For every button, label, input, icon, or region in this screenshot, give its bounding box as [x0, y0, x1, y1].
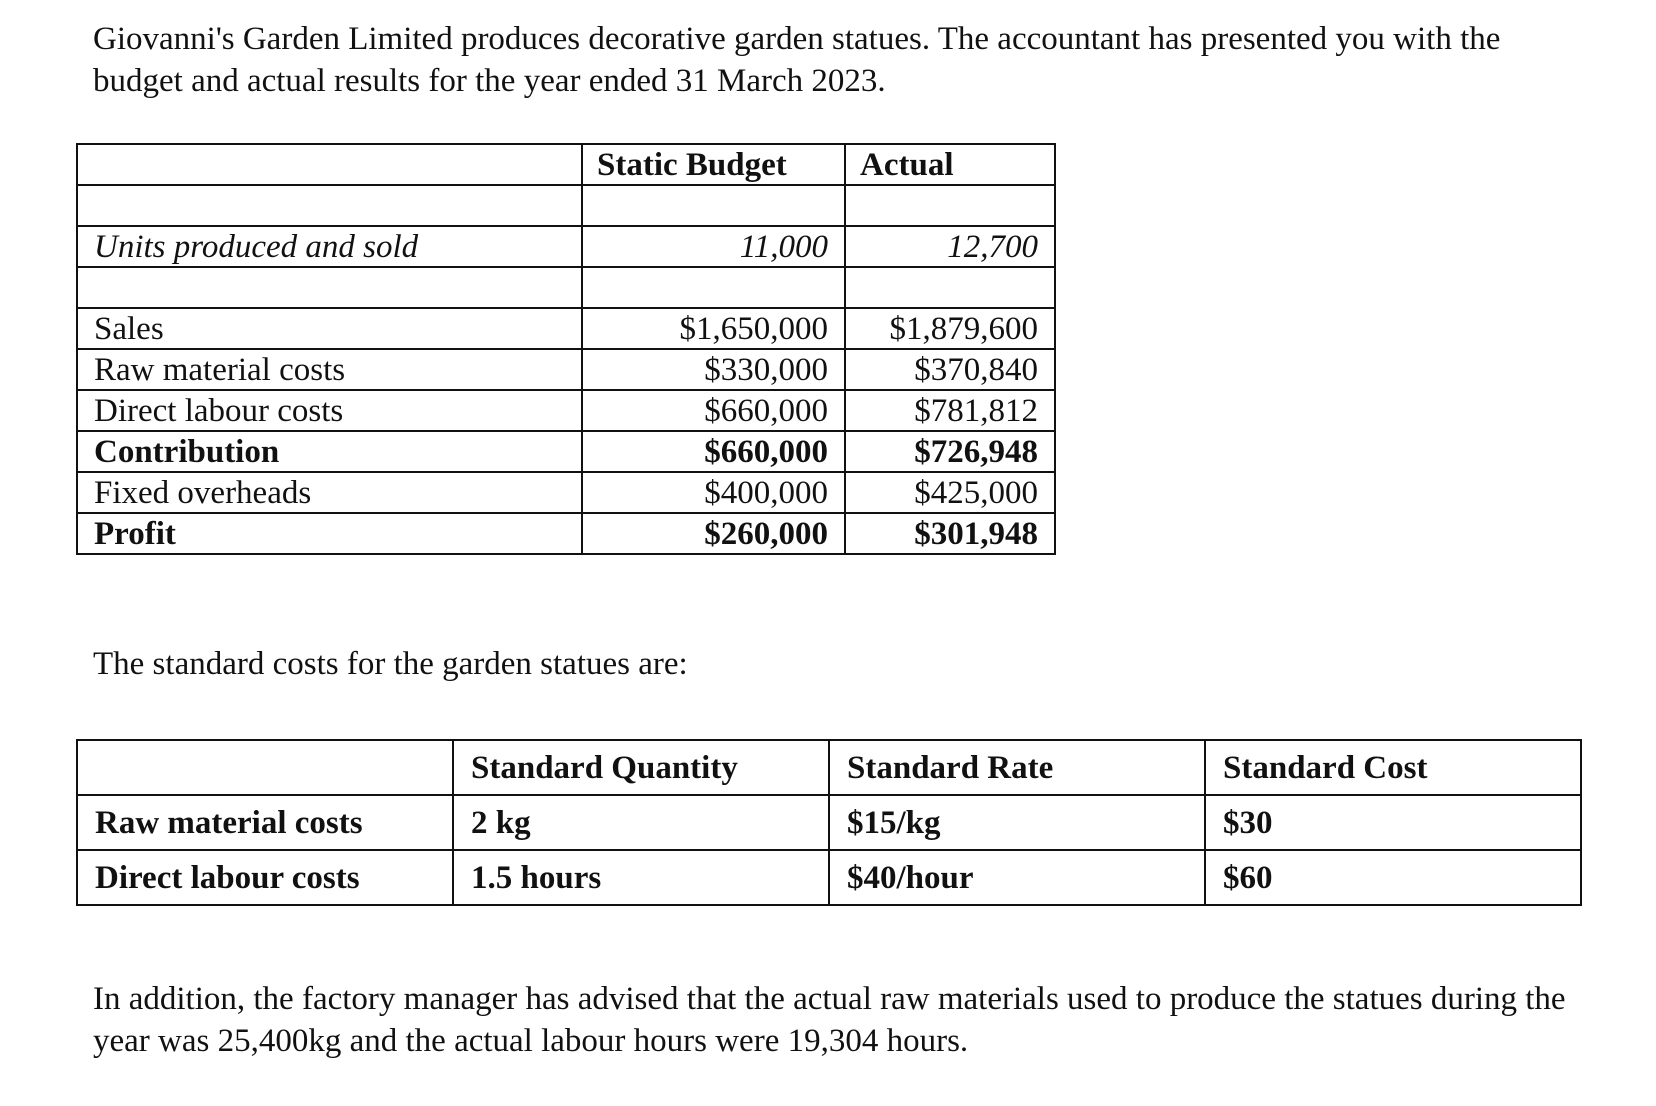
- header-actual: Actual: [845, 144, 1055, 185]
- table-header-row: [77, 740, 1581, 795]
- budget-value: $660,000: [582, 431, 845, 472]
- table-row-raw-material: [77, 795, 1581, 850]
- blank-row: [77, 185, 1055, 226]
- actual-value: $726,948: [845, 431, 1055, 472]
- actual-value: 12,700: [845, 226, 1055, 267]
- row-label: Contribution: [77, 431, 582, 472]
- table-header-row: [77, 144, 1055, 185]
- table-row-direct-labour: [77, 850, 1581, 905]
- standard-cost: $30: [1205, 795, 1581, 850]
- actual-value: $370,840: [845, 349, 1055, 390]
- budget-value: $260,000: [582, 513, 845, 554]
- header-standard-rate: Standard Rate: [829, 740, 1205, 795]
- blank-cell: [77, 185, 582, 226]
- blank-cell: [845, 185, 1055, 226]
- blank-cell: [582, 185, 845, 226]
- actual-value: $781,812: [845, 390, 1055, 431]
- header-standard-cost: Standard Cost: [1205, 740, 1581, 795]
- standard-rate: $40/hour: [829, 850, 1205, 905]
- standard-cost: $60: [1205, 850, 1581, 905]
- standard-rate: $15/kg: [829, 795, 1205, 850]
- row-label: Raw material costs: [77, 349, 582, 390]
- header-static-budget: Static Budget: [582, 144, 845, 185]
- blank-row: [77, 267, 1055, 308]
- units-row: [77, 226, 1055, 267]
- table-row-fixed-overheads: [77, 472, 1055, 513]
- budget-value: $1,650,000: [582, 308, 845, 349]
- closing-paragraph: In addition, the factory manager has advised that the actual raw materials used to produce the statues during the year was 25,400kg and the actual labour hours were 19,304 hours.: [93, 981, 1566, 1059]
- row-label: Raw material costs: [77, 795, 453, 850]
- row-label: Direct labour costs: [77, 390, 582, 431]
- actual-value: $425,000: [845, 472, 1055, 513]
- budget-value: $330,000: [582, 349, 845, 390]
- table-row-raw-material: [77, 349, 1055, 390]
- row-label: Direct labour costs: [77, 850, 453, 905]
- table-row-contribution: [77, 431, 1055, 472]
- header-cell-blank: [77, 740, 453, 795]
- header-cell-blank: [77, 144, 582, 185]
- budget-vs-actual-table: [76, 143, 1056, 555]
- row-label: Units produced and sold: [77, 226, 582, 267]
- row-label: Sales: [77, 308, 582, 349]
- blank-cell: [582, 267, 845, 308]
- standard-quantity: 1.5 hours: [453, 850, 829, 905]
- table-row-profit: [77, 513, 1055, 554]
- standard-quantity: 2 kg: [453, 795, 829, 850]
- table-row-sales: [77, 308, 1055, 349]
- standard-costs-table: [76, 739, 1582, 906]
- row-label: Profit: [77, 513, 582, 554]
- intro-paragraph: Giovanni's Garden Limited produces decorative garden statues. The accountant has presented you with the budget and actual results for the year ended 31 March 2023.: [93, 21, 1501, 99]
- table-row-direct-labour: [77, 390, 1055, 431]
- actual-value: $1,879,600: [845, 308, 1055, 349]
- budget-value: $400,000: [582, 472, 845, 513]
- blank-cell: [845, 267, 1055, 308]
- actual-value: $301,948: [845, 513, 1055, 554]
- header-standard-quantity: Standard Quantity: [453, 740, 829, 795]
- blank-cell: [77, 267, 582, 308]
- standard-costs-intro: The standard costs for the garden statues are:: [93, 646, 688, 682]
- row-label: Fixed overheads: [77, 472, 582, 513]
- budget-value: $660,000: [582, 390, 845, 431]
- budget-value: 11,000: [582, 226, 845, 267]
